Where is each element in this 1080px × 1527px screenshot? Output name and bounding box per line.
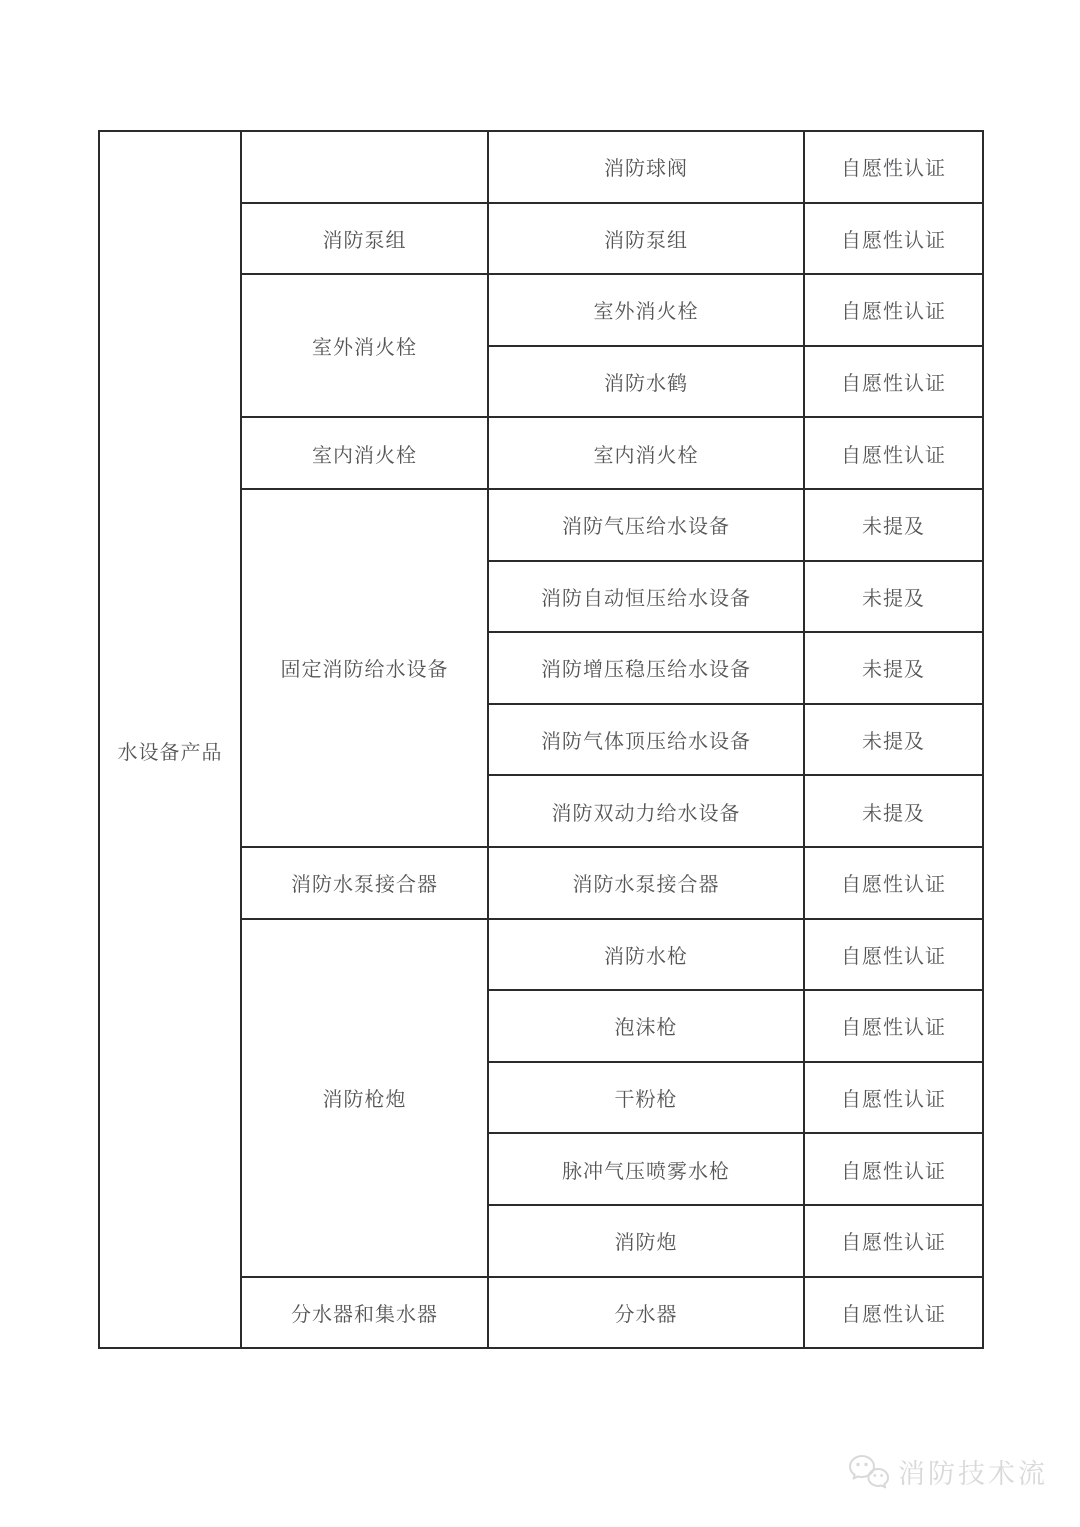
equipment-table-body (99, 131, 983, 1348)
product-cell: 消防水鹤 (488, 346, 804, 418)
watermark (848, 1452, 1048, 1491)
status-cell: 自愿性认证 (804, 1277, 983, 1349)
status-cell: 自愿性认证 (804, 417, 983, 489)
status-cell: 未提及 (804, 561, 983, 633)
product-cell: 分水器 (488, 1277, 804, 1349)
wechat-icon (848, 1453, 890, 1491)
equipment-certification-table (98, 130, 984, 1349)
group-label-cell: 水设备产品 (99, 131, 241, 1348)
category-cell: 消防泵组 (241, 203, 488, 275)
status-cell: 自愿性认证 (804, 847, 983, 919)
category-cell: 室内消火栓 (241, 417, 488, 489)
status-cell: 未提及 (804, 704, 983, 776)
product-cell: 消防水泵接合器 (488, 847, 804, 919)
product-cell: 消防自动恒压给水设备 (488, 561, 804, 633)
status-cell: 自愿性认证 (804, 346, 983, 418)
product-cell: 消防气压给水设备 (488, 489, 804, 561)
product-cell: 消防泵组 (488, 203, 804, 275)
product-cell: 消防气体顶压给水设备 (488, 704, 804, 776)
category-cell: 消防枪炮 (241, 919, 488, 1277)
category-cell: 分水器和集水器 (241, 1277, 488, 1349)
status-cell: 未提及 (804, 775, 983, 847)
product-cell: 室内消火栓 (488, 417, 804, 489)
product-cell: 消防增压稳压给水设备 (488, 632, 804, 704)
product-cell: 脉冲气压喷雾水枪 (488, 1133, 804, 1205)
product-cell: 消防双动力给水设备 (488, 775, 804, 847)
status-cell: 未提及 (804, 632, 983, 704)
category-cell: 室外消火栓 (241, 274, 488, 417)
category-cell: 消防水泵接合器 (241, 847, 488, 919)
status-cell: 自愿性认证 (804, 1205, 983, 1277)
product-cell: 室外消火栓 (488, 274, 804, 346)
category-cell: 固定消防给水设备 (241, 489, 488, 847)
status-cell: 自愿性认证 (804, 274, 983, 346)
product-cell: 消防水枪 (488, 919, 804, 991)
product-cell: 泡沫枪 (488, 990, 804, 1062)
status-cell: 自愿性认证 (804, 203, 983, 275)
category-cell (241, 131, 488, 203)
status-cell: 自愿性认证 (804, 990, 983, 1062)
product-cell: 消防炮 (488, 1205, 804, 1277)
product-cell: 干粉枪 (488, 1062, 804, 1134)
product-cell: 消防球阀 (488, 131, 804, 203)
status-cell: 自愿性认证 (804, 1133, 983, 1205)
status-cell: 自愿性认证 (804, 919, 983, 991)
table-row (99, 131, 983, 203)
status-cell: 未提及 (804, 489, 983, 561)
status-cell: 自愿性认证 (804, 131, 983, 203)
status-cell: 自愿性认证 (804, 1062, 983, 1134)
watermark-label: 消防技术流 (898, 1459, 1048, 1489)
